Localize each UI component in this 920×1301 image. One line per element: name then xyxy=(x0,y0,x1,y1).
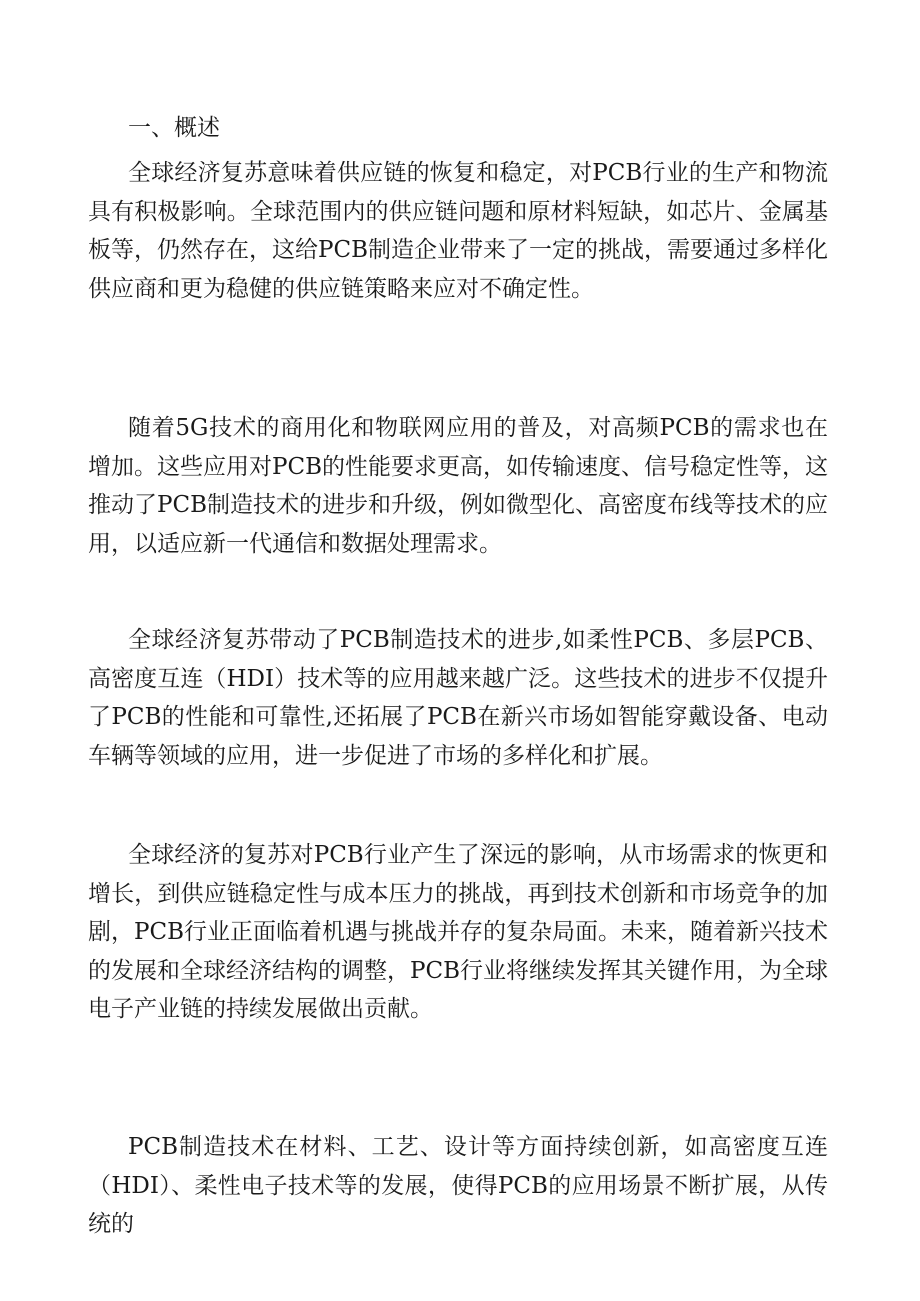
section-heading: 一、概述 xyxy=(128,115,220,141)
paragraph-technology-progress: 全球经济复苏带动了PCB制造技术的进步,如柔性PCB、多层PCB、高密度互连（HDI）技术等的应用越来越广泛。这些技术的进步不仅提升了PCB的性能和可靠性,还拓展了PCB在新兴市场如智能穿戴设备、电动车辆等领域的应用，进一步促进了市场的多样化和扩展。 xyxy=(88,627,828,769)
paragraph-supply-chain: 全球经济复苏意味着供应链的恢复和稳定，对PCB行业的生产和物流具有积极影响。全球范围内的供应链问题和原材料短缺，如芯片、金属基板等，仍然存在，这给PCB制造企业带来了一定的挑战，需要通过多样化供应商和更为稳健的供应链策略来应对不确定性。 xyxy=(88,160,828,302)
paragraph-manufacturing-innovation: PCB制造技术在材料、工艺、设计等方面持续创新，如高密度互连（HDI）、柔性电子技术等的发展，使得PCB的应用场景不断扩展，从传统的 xyxy=(88,1134,828,1237)
paragraph-5g-demand: 随着5G技术的商用化和物联网应用的普及，对高频PCB的需求也在增加。这些应用对PCB的性能要求更高，如传输速度、信号稳定性等，这推动了PCB制造技术的进步和升级，例如微型化、高密度布线等技术的应用，以适应新一代通信和数据处理需求。 xyxy=(88,415,828,557)
paragraph-industry-impact: 全球经济的复苏对PCB行业产生了深远的影响，从市场需求的恢更和增长，到供应链稳定性与成本压力的挑战，再到技术创新和市场竞争的加剧，PCB行业正面临着机遇与挑战并存的复杂局面。未来，随着新兴技术的发展和全球经济结构的调整，PCB行业将继续发挥其关键作用，为全球电子产业链的持续发展做出贡献。 xyxy=(88,842,828,1022)
